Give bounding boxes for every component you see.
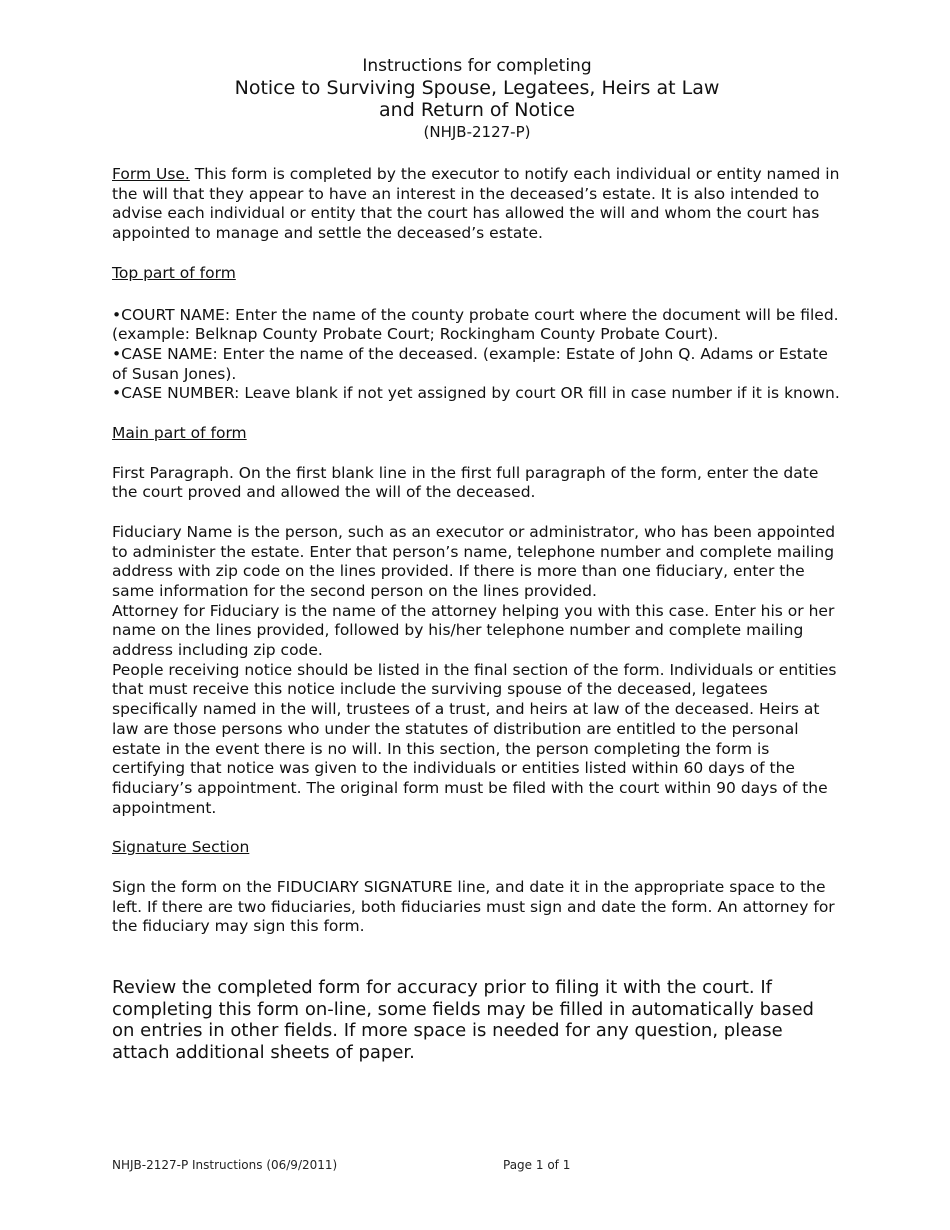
first-paragraph-text: On the first blank line in the first full paragraph of the form, enter the date the court proved and allowed the will of the deceased.: [112, 463, 819, 502]
people-text: should be listed in the final section of the form. Individuals or entities that must receive this notice include the surviving spouse of the deceased, legatees specifically named in the will, trustees of a trust, and heirs at law of the deceased. Heirs at law are those persons who under the statutes of distribution are entitled to the personal estate in the event there is no will. In this section, the person completing the form is certifying that notice was given to the individuals or entities listed within 60 days of the fiduciary’s appointment. The original form must be filed with the court within 90 days of the appointment.: [112, 660, 837, 817]
form-use-paragraph: [112, 165, 842, 244]
bullet-court-name: •COURT NAME: Enter the name of the county probate court where the document will be filed. (example: Belknap County Probate Court; Rockingham County Probate Court).: [112, 305, 839, 344]
attorney-text: is the name of the attorney helping you with this case. Enter his or her name on the lines provided, followed by his/her telephone number and complete mailing address including zip code.: [112, 601, 835, 660]
signature-instruction: [112, 878, 842, 937]
document-page: [112, 56, 842, 1063]
case-name-text: Enter the name of the deceased. (example: Estate of John Q. Adams or Estate of Susan Jones).: [112, 344, 828, 383]
title-line-3: and Return of Notice: [379, 99, 575, 121]
court-name-label: COURT NAME:: [121, 305, 231, 324]
case-name-label: CASE NAME:: [121, 344, 218, 363]
attorney-label: Attorney for Fiduciary: [112, 601, 280, 620]
attorney-instruction: [112, 602, 842, 661]
title-line-2: Notice to Surviving Spouse, Legatees, Heirs at Law: [234, 77, 720, 99]
form-use-text: This form is completed by the executor to notify each individual or entity named in the will that they appear to have an interest in the deceased’s estate. It is also intended to advise each individual or entity that the court has allowed the will and whom the court has appointed to manage and settle the deceased’s estate.: [112, 165, 840, 243]
top-part-heading: Top part of form: [112, 263, 236, 282]
signature-heading: Signature Section: [112, 838, 250, 857]
title-block: [112, 56, 842, 142]
top-part-bullets: [112, 306, 842, 405]
case-number-text: Leave blank if not yet assigned by court OR fill in case number if it is known.: [239, 384, 840, 403]
bullet-case-name: •CASE NAME: Enter the name of the deceased. (example: Estate of John Q. Adams or Estate of Susan Jones).: [112, 344, 828, 383]
first-paragraph-label: First Paragraph.: [112, 463, 234, 482]
bullet-case-number: •CASE NUMBER: Leave blank if not yet assigned by court OR fill in case number if it is known.: [112, 384, 840, 403]
form-code: (NHJB-2127-P): [423, 123, 531, 141]
people-instruction: [112, 661, 842, 819]
fiduciary-instruction: [112, 523, 842, 602]
fiduciary-label: Fiduciary Name: [112, 522, 233, 541]
review-note: Review the completed form for accuracy prior to filing it with the court. If completing this form on-line, some fields may be filled in automatically based on entries in other fields. If more space is needed for any question, please attach additional sheets of paper.: [112, 977, 814, 1063]
footer-form-id: NHJB-2127-P Instructions (06/9/2011): [112, 1158, 338, 1172]
title-line-1: Instructions for completing: [362, 56, 592, 76]
case-number-label: CASE NUMBER:: [121, 384, 240, 403]
signature-pre: Sign the form on the: [112, 878, 277, 897]
first-paragraph-instruction: [112, 464, 842, 503]
signature-post: line, and date it in the appropriate space to the left. If there are two fiduciaries, both fiduciaries must sign and date the form. An attorney for the fiduciary may sign this form.: [112, 878, 835, 936]
people-label: People receiving notice: [112, 660, 293, 679]
main-part-heading: Main part of form: [112, 424, 247, 443]
form-use-label: Form Use.: [112, 165, 190, 183]
fiduciary-text: is the person, such as an executor or administrator, who has been appointed to administer the estate. Enter that person’s name, telephone number and complete mailing address with zip code on the lines provided. If there is more than one fiduciary, enter the same information for the second person on the lines provided.: [112, 522, 836, 600]
court-name-text: Enter the name of the county probate court where the document will be filed. (example: Belknap County Probate Court; Rockingham County Probate Court).: [112, 305, 839, 344]
footer-page-number: Page 1 of 1: [503, 1158, 571, 1172]
signature-label: FIDUCIARY SIGNATURE: [276, 878, 453, 897]
